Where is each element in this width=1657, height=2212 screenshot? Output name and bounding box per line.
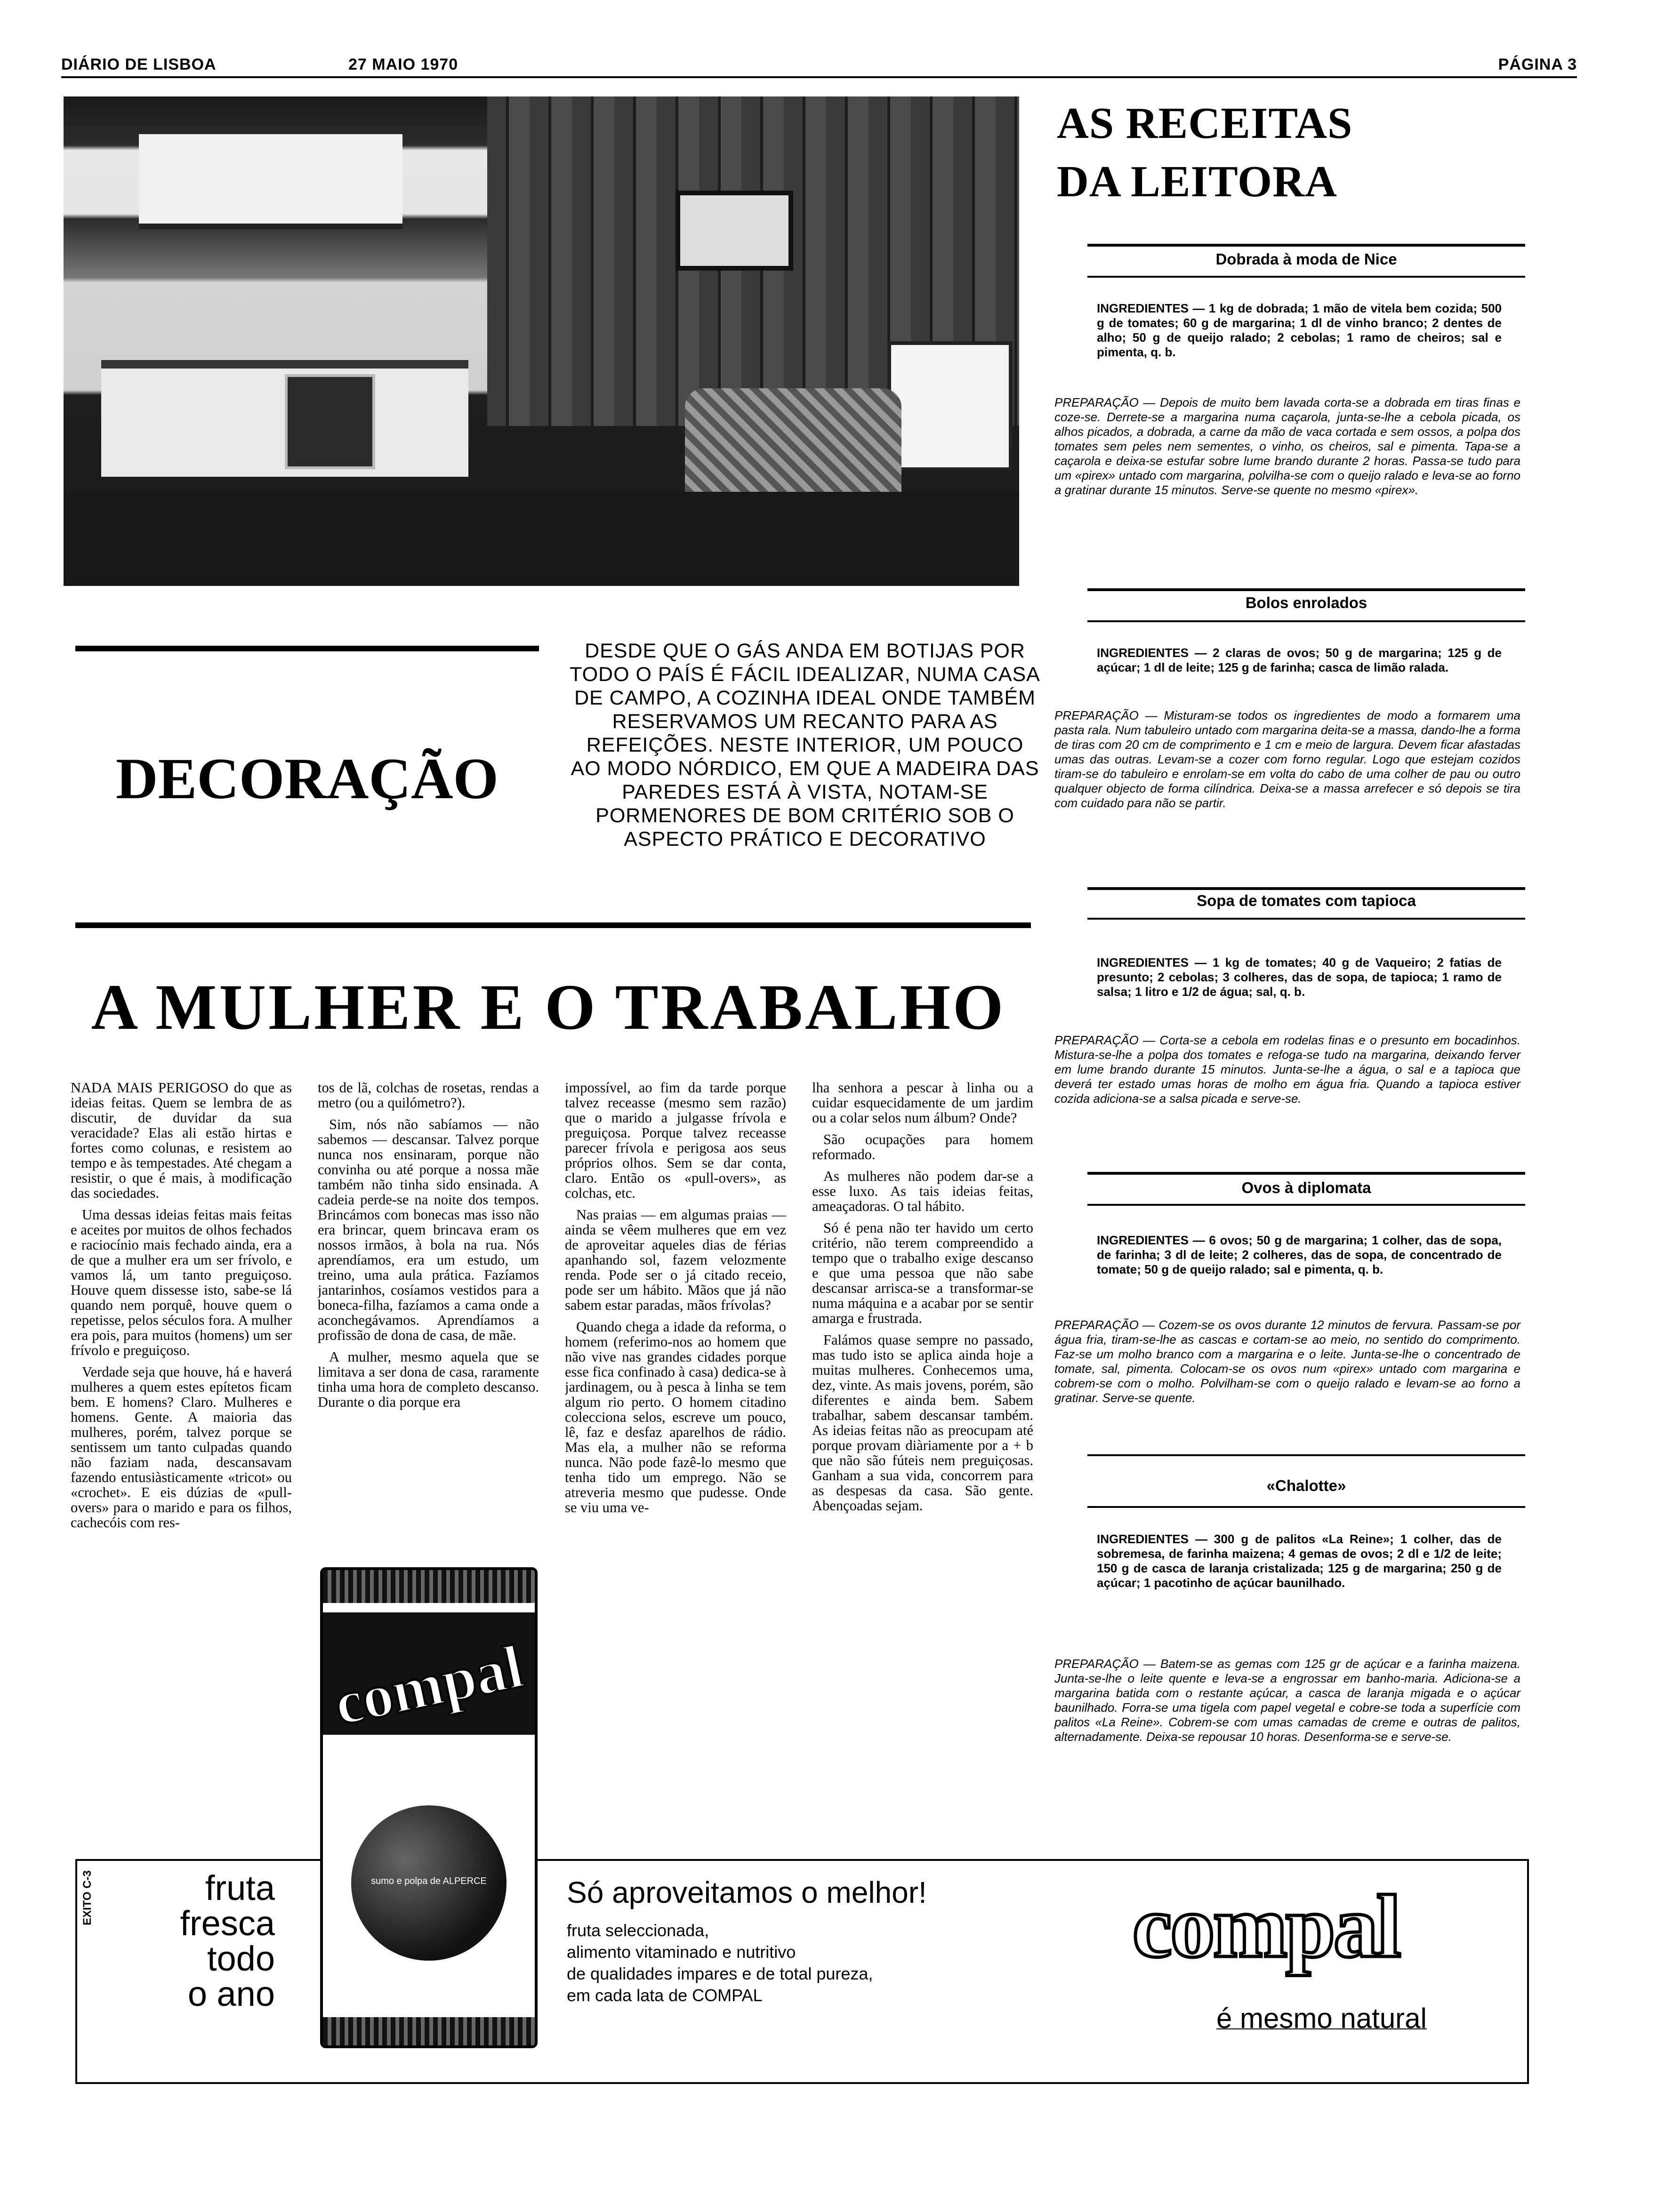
recipe-rule-top (1087, 1172, 1525, 1175)
paper-name: DIÁRIO DE LISBOA (61, 56, 217, 73)
ad-left-line: todo (207, 1939, 275, 1978)
ad-brand-logo: compal (1132, 1877, 1400, 1976)
compal-can (320, 1567, 538, 2048)
article-paragraph: Verdade seja que houve, há e haverá mulheres a quem estes epítetos ficam bem. E homens? Claro. Mulheres e homens. Gente. A maioria das mulheres, porém, talvez porque se sentissem um tanto culpadas quando não faziam nada, descansavam fazendo entusiàsticamente «tricot» ou «crochet». E eis dúzias de «pull-overs» para o marido e para os filhos, cachecóis com res- (71, 1364, 292, 1531)
article-paragraph: Uma dessas ideias feitas mais feitas e aceites por muitos de olhos fechados e raciocínio mais fechado ainda, era a de que a mulher era um ser frívolo, e vamos lá, um tanto preguiçoso. Houve quem dissesse isto, sabe-se lá quando nem porquê, houve quem o repetisse, pelos séculos fora. A mulher era pois, para muitos (homens) um ser frívolo e preguiçoso. (71, 1207, 292, 1358)
article-paragraph: NADA MAIS PERIGOSO do que as ideias feitas. Quem se lembra de as discutir, de duvidar da sua veracidade? Elas ali estão hirtas e fortes como colunas, e resistem ao tempo e às tempestades. Até chegam a resistir, o que é mais, à modificação das sociedades. (71, 1080, 292, 1201)
article-paragraph: Falámos quase sempre no passado, mas tudo isto se aplica ainda hoje a muitas mulheres. Conhecemos uma, dez, vinte. As mais jovens, porém, são diferentes e ainda bem. Sabem trabalhar, sabem descansar também. As ideias feitas não as preocupam até porque provam diàriamente por a + b que não são fúteis nem preguiçosas. Ganham a sua vida, concorrem para as despesas da casa. São gente. Abençoadas sejam. (812, 1332, 1033, 1514)
ad-body-line: de qualidades impares e de total pureza, (567, 1964, 873, 1983)
article-paragraph: tos de lã, colchas de rosetas, rendas a metro (ou a quilómetro?). (318, 1080, 539, 1111)
recipe-rule-bottom (1087, 620, 1525, 622)
decoracao-rule-top (75, 646, 539, 651)
recipe-title: Sopa de tomates com tapioca (1197, 892, 1416, 909)
decoracao-rule-bottom (75, 922, 1031, 928)
receitas-heading (1057, 94, 1575, 211)
ad-left-text (124, 1870, 275, 2012)
ad-body-line: fruta seleccionada, (567, 1921, 709, 1940)
recipe-title: Bolos enrolados (1245, 594, 1367, 611)
article-paragraph: lha senhora a pescar à linha ou a cuidar esquecidamente de um jardim ou a colar selos num álbum? Onde? (812, 1080, 1033, 1126)
ad-headline: Só aproveitamos o melhor! (567, 1875, 927, 1909)
wall-picture (676, 191, 793, 271)
decoracao-lead: DESDE QUE O GÁS ANDA EM BOTIJAS POR TODO O PAÍS É FÁCIL IDEALIZAR, NUMA CASA DE CAMPO, A COZINHA IDEAL ONDE TAMBÉM RESERVAMOS UM RECANTO PARA AS REFEIÇÕES. NESTE INTERIOR, UM POUCO AO MODO NÓRDICO, EM QUE A MADEIRA DAS PAREDES ESTÁ À VISTA, NOTAM-SE PORMENORES DE BOM CRITÉRIO SOB O ASPECTO PRÁTICO E DECORATIVO (570, 640, 1040, 850)
recipe-ingredients: INGREDIENTES — 6 ovos; 50 g de margarina; 1 colher, das de sopa, de farinha; 3 dl de leite; 2 colheres, das de sopa, de concentrado de tomate; 50 g de queijo ralado; sal e pimenta, q. b. (1097, 1233, 1502, 1276)
recipe-rule-top (1087, 244, 1525, 247)
article-paragraph: Nas praias — em algumas praias — ainda se vêem mulheres que em vez de aproveitar aqueles dias de férias apanhando sol, fazem velozmente renda. Pode ser o já citado receio, pode ser um hábito. Mãos que já não sabem estar paradas, mãos frívolas? (565, 1207, 786, 1313)
masthead (61, 56, 1577, 79)
ad-left-line: fruta (205, 1868, 275, 1907)
recipe-preparation: PREPARAÇÃO — Misturam-se todos os ingredientes de modo a formarem uma pasta rala. Num tabuleiro untado com margarina deita-se a massa, dando-lhe a forma de tiras com 20 cm de comprimento e 1 cm e meio de largura. Devem ficar afastadas umas das outras. Levam-se a cozer com forno regular. Logo que estejam cozidos tiram-se do tabuleiro e enrolam-se em volta do cabo de uma colher de pau ou outro qualquer objecto de forma cilíndrica. Deixa-se a massa arrefecer e só depois se tira com cuidado para não se partir. (1054, 708, 1520, 810)
recipe-preparation: PREPARAÇÃO — Batem-se as gemas com 125 gr de açúcar e a farinha maizena. Junta-se-lhe o leite quente e leva-se a engrossar em banho-maria. Adiciona-se a margarina batida com o restante açúcar, a casca de laranja migada e o açúcar baunilhado. Forra-se uma tigela com papel vegetal e cobre-se toda a superfície com palitos «La Reine». Cobrem-se com umas camadas de creme e outras de palitos, alternadamente. Deixa-se repousar 10 horas. Desenforma-se e serve-se. (1054, 1657, 1520, 1744)
ad-agency-code: EXITO C-3 (81, 1870, 94, 1925)
article-paragraph: Só é pena não ter havido um certo critério, não terem compreendido a tempo que o trabalho exige descanso e que uma pessoa que não sabe descansar arrisca-se a transformar-se numa máquina e a acabar por se sentir amarga e frustrada. (812, 1220, 1033, 1326)
can-brand: compal (329, 1632, 529, 1739)
ad-body-line: alimento vitaminado e nutritivo (567, 1942, 796, 1962)
article-column-1 (71, 1080, 292, 1805)
masthead-rule (61, 76, 1577, 78)
article-column-4 (812, 1080, 1033, 1805)
recipe-rule-top (1087, 1454, 1525, 1456)
article-column-2 (318, 1080, 539, 1532)
window (887, 341, 1013, 471)
recipe-title: Ovos à diplomata (1241, 1179, 1371, 1196)
recipe-ingredients: INGREDIENTES — 2 claras de ovos; 50 g de margarina; 125 g de açúcar; 1 dl de leite; 125 g de farinha; casca de limão ralada. (1097, 646, 1502, 674)
recipe-rule-bottom (1087, 1506, 1525, 1508)
ad-body (567, 1920, 873, 2006)
ad-tagline (1216, 2002, 1427, 2035)
article-paragraph: Sim, nós não sabíamos — não sabemos — descansar. Talvez porque nunca nos ensinaram, porque não convinha ou até porque a nossa mãe também não tinha sido ensinada. A cadeia perde-se na noite dos tempos. Brincámos com bonecas mas isso não era brincar, quem brincava eram os nossos irmãos, à bola na rua. Nós aprendíamos, era um estudo, um treino, uma aula prática. Fazíamos jantarinhos, cosíamos vestidos para a boneca-filha, fazíamos a cama onde a aconchegávamos. Aprendíamos a profissão de dona de casa, de mãe. (318, 1116, 539, 1343)
article-paragraph: A mulher, mesmo aquela que se limitava a ser dona de casa, raramente tinha uma hora de completo descanso. Durante o dia porque era (318, 1349, 539, 1410)
dining-table (685, 388, 901, 501)
recipe-rule-bottom (1087, 1204, 1525, 1206)
recipe-preparation: PREPARAÇÃO — Depois de muito bem lavada corta-se a dobrada em tiras finas e coze-se. Derrete-se a margarina numa caçarola, junta-se-lhe a cebola picada, os alhos picados, a dobrada, a carne da mão de vaca cortada e sem ossos, a polpa dos tomates sem peles nem sementes, o vinho, os cheiros, sal e pimenta. Tapa-se a caçarola e deixa-se estufar sobre lume brando durante 2 horas. Passa-se tudo para um «pirex» untado com margarina, polvilha-se com o queijo ralado e leva-se ao forno a gratinar durante 15 minutos. Serve-se quente no mesmo «pirex». (1054, 395, 1520, 497)
issue-date: 27 MAIO 1970 (348, 56, 458, 73)
recipe-ingredients: INGREDIENTES — 1 kg de tomates; 40 g de Vaqueiro; 2 fatias de presunto; 2 cebolas; 3 colheres, das de sopa, de tapioca; 1 ramo de salsa; 1 litro e 1/2 de água; sal, q. b. (1097, 955, 1502, 999)
recipe-preparation: PREPARAÇÃO — Cozem-se os ovos durante 12 minutos de fervura. Passam-se por água fria, tiram-se-lhe as cascas e cortam-se ao meio, no sentido do comprimento. Faz-se um molho branco com a margarina e o leite. Junta-se-lhe o concentrado de tomate, sal, pimenta. Colocam-se os ovos num «pirex» untado com margarina e cobrem-se com o molho. Polvilham-se com o queijo ralado e levam-se ao forno a gratinar. Serve-se quente. (1054, 1318, 1520, 1405)
decoracao-heading: DECORAÇÃO (116, 746, 499, 811)
article-title: A MULHER E O TRABALHO (91, 971, 1006, 1043)
recipe-ingredients: INGREDIENTES — 1 kg de dobrada; 1 mão de vitela bem cozida; 500 g de tomates; 60 g de margarina; 1 dl de vinho branco; 2 dentes de alho; 50 g de queijo ralado; 2 cebolas; 1 ramo de cheiros; sal e pimenta, q. b. (1097, 301, 1502, 359)
recipe-title: «Chalotte» (1266, 1477, 1346, 1494)
ad-left-line: o ano (187, 1974, 275, 2013)
article-paragraph: impossível, ao fim da tarde porque talvez receasse (mesmo sem razão) que o marido a julgasse frívola e preguiçosa. Porque talvez receasse parecer frívola e perigosa aos seus próprios olhos. Sem se dar conta, claro. Então os «pull-overs», as colchas, etc. (565, 1080, 786, 1201)
recipe-preparation: PREPARAÇÃO — Corta-se a cebola em rodelas finas e o presunto em bocadinhos. Mistura-se-lhe a polpa dos tomates e refoga-se tudo na margarina, deixando ferver em lume brando durante 15 minutos. Junta-se-lhe a água, o sal e a tapioca que deverá ter estado umas horas de molho em água fria. Quando a tapioca estiver cozida adiciona-se a salsa picada e serve-se. (1054, 1033, 1520, 1106)
recipe-title: Dobrada à moda de Nice (1215, 250, 1397, 268)
can-bottom (323, 2017, 535, 2045)
can-rim (323, 1570, 535, 1603)
article-column-3 (565, 1080, 786, 1805)
receitas-heading-line1: AS RECEITAS (1057, 99, 1353, 148)
article-paragraph: Quando chega a idade da reforma, o homem (referimo-nos ao homem que não vive nas grandes cidades porque esse fica confinado à casa) dedica-se à jardinagem, ou à pesca à linha se tem algum rio perto. O homem citadino colecciona selos, escreve um pouco, lê, faz e desfaz aparelhos de rádio. Mas ela, a mulher não se reforma nunca. Não pode fazê-lo mesmo que tenha tido um emprego. Não se atreveria mesmo que pudesse. Onde se viu uma ve- (565, 1319, 786, 1515)
article-paragraph: São ocupações para homem reformado. (812, 1131, 1033, 1162)
recipe-rule-top (1087, 588, 1525, 591)
article-paragraph: As mulheres não podem dar-se a esse luxo. As tais ideias feitas, ameaçadoras. O tal hábito. (812, 1168, 1033, 1214)
recipe-ingredients: INGREDIENTES — 300 g de palitos «La Reine»; 1 colher, das de sobremesa, de farinha maizena; 4 gemas de ovos; 2 dl e 1/2 de leite; 150 g de casca de laranja cristalizada; 125 g de margarina; 250 g de açúcar; 1 pacotinho de açúcar baunilhado. (1097, 1532, 1502, 1590)
kitchen-photo (64, 96, 1019, 586)
ad-tagline-text: é mesmo natural (1216, 2003, 1427, 2034)
floor (64, 492, 1019, 586)
can-label: sumo e polpa de ALPERCE (371, 1876, 487, 1886)
compal-ad (75, 1859, 1529, 2084)
receitas-heading-line2: DA LEITORA (1057, 157, 1337, 206)
cabinets-upper (139, 134, 402, 229)
recipe-rule-bottom (1087, 918, 1525, 920)
page-number: PÁGINA 3 (1498, 56, 1577, 73)
ad-left-line: fresca (180, 1904, 275, 1943)
recipe-rule-top (1087, 887, 1525, 890)
ad-body-line: em cada lata de COMPAL (567, 1986, 763, 2005)
oven (285, 374, 375, 469)
recipe-rule-bottom (1087, 276, 1525, 278)
